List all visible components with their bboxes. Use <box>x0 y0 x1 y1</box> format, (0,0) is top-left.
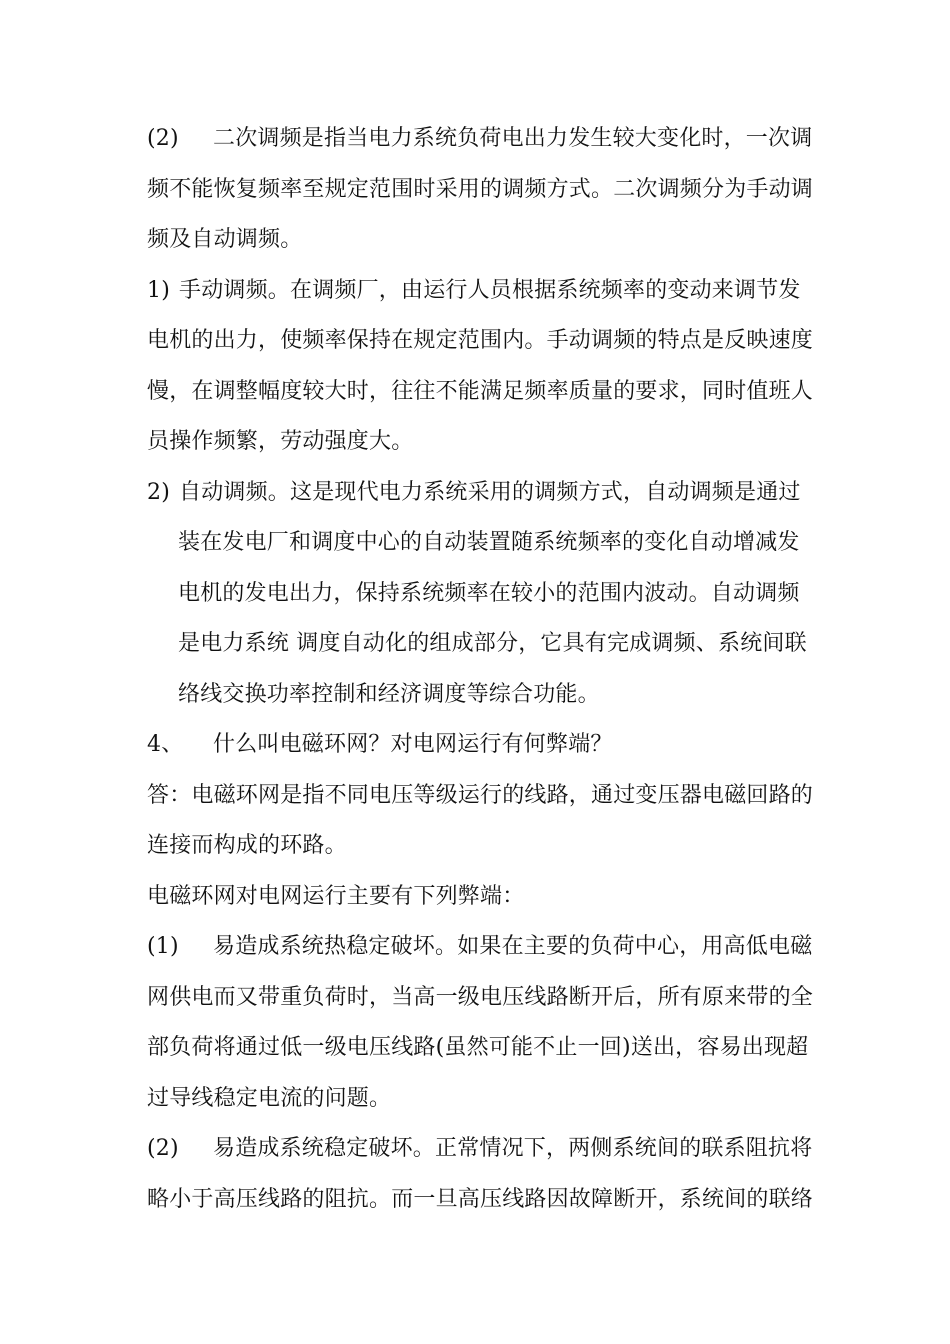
text-line: 电磁环网对电网运行主要有下列弊端： <box>147 884 525 909</box>
paragraph-2-line-2 <box>147 176 814 204</box>
paragraph-2-line-3 <box>147 226 807 254</box>
text-line: 连接而构成的环路。 <box>147 833 347 858</box>
text-line: 部负荷将通过低一级电压线路(虽然可能不止一回)送出，容易出现超 <box>147 1035 809 1060</box>
text-line: 自动调频。这是现代电力系统采用的调频方式，自动调频是通过 <box>179 480 801 505</box>
text-line: 频及自动调频。 <box>147 227 303 252</box>
item-label: 2) <box>147 480 170 505</box>
item-label: (2) <box>147 126 179 151</box>
drawback-2-line-2 <box>147 1186 814 1214</box>
text-line: 手动调频。在调频厂，由运行人员根据系统频率的变动来调节发 <box>179 278 801 303</box>
text-line: 络线交换功率控制和经济调度等综合功能。 <box>178 682 600 707</box>
item-2-line-1 <box>147 479 807 507</box>
item-1-line-2 <box>147 327 814 355</box>
text-line: 电机的发电出力，保持系统频率在较小的范围内波动。自动调频 <box>178 581 800 606</box>
drawback-2-line-1 <box>147 1135 813 1163</box>
item-2-line-3 <box>178 580 808 608</box>
text-line: 过导线稳定电流的问题。 <box>147 1086 392 1111</box>
answer-intro-line <box>147 883 807 911</box>
item-label: 1) <box>147 278 170 303</box>
text-line: 网供电而又带重负荷时，当高一级电压线路断开后，所有原来带的全 <box>147 985 814 1010</box>
drawback-1-line-3 <box>147 1034 807 1062</box>
text-line: 易造成系统稳定破坏。正常情况下，两侧系统间的联系阻抗将 <box>213 1136 813 1161</box>
text-line: 电机的出力，使频率保持在规定范围内。手动调频的特点是反映速度 <box>147 328 814 353</box>
text-line: 易造成系统热稳定破坏。如果在主要的负荷中心，用高低电磁 <box>213 934 813 959</box>
text-line: 略小于高压线路的阻抗。而一旦高压线路因故障断开，系统间的联络 <box>147 1187 814 1212</box>
text-line: 是电力系统 调度自动化的组成部分，它具有完成调频、系统间联 <box>178 631 807 656</box>
item-1-line-3 <box>147 378 814 406</box>
item-2-line-5 <box>178 681 808 709</box>
question-4-heading <box>147 731 807 759</box>
answer-line-1 <box>147 782 814 810</box>
item-label: 4、 <box>147 732 184 757</box>
item-1-line-4 <box>147 428 807 456</box>
text-line: 二次调频是指当电力系统负荷电出力发生较大变化时，一次调 <box>213 126 813 151</box>
item-1-line-1 <box>147 277 807 305</box>
drawback-1-line-1 <box>147 933 813 961</box>
paragraph-2-line-1 <box>147 125 813 153</box>
item-label: (2) <box>147 1136 179 1161</box>
item-2-line-4 <box>178 630 808 658</box>
item-2-line-2 <box>178 529 808 557</box>
text-line: 频不能恢复频率至规定范围时采用的调频方式。二次调频分为手动调 <box>147 177 814 202</box>
text-line: 慢，在调整幅度较大时，往往不能满足频率质量的要求，同时值班人 <box>147 379 814 404</box>
drawback-1-line-4 <box>147 1085 807 1113</box>
text-line: 员操作频繁，劳动强度大。 <box>147 429 414 454</box>
text-line: 答：电磁环网是指不同电压等级运行的线路，通过变压器电磁回路的 <box>147 783 814 808</box>
text-line: 什么叫电磁环网？对电网运行有何弊端？ <box>213 732 613 757</box>
item-label: (1) <box>147 934 179 959</box>
answer-line-2 <box>147 832 807 860</box>
text-line: 装在发电厂和调度中心的自动装置随系统频率的变化自动增减发 <box>178 530 800 555</box>
drawback-1-line-2 <box>147 984 814 1012</box>
